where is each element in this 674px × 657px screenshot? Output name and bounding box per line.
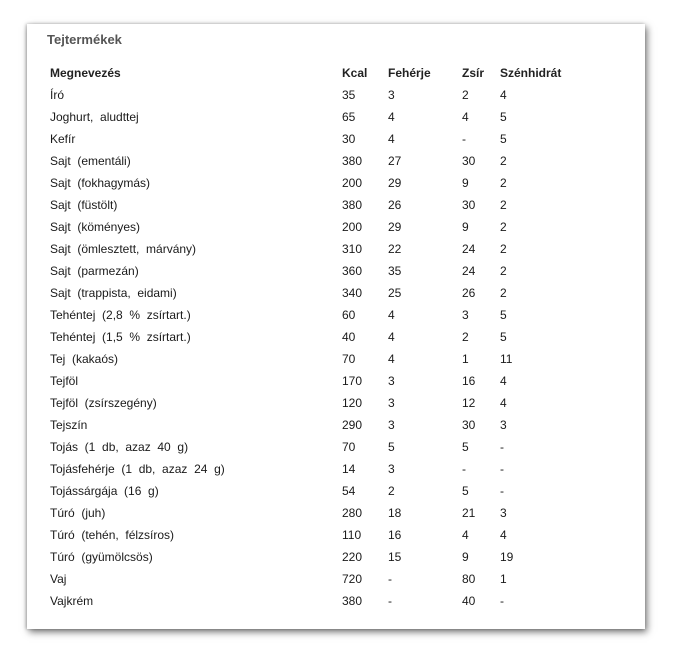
section-title: Tejtermékek <box>47 32 122 47</box>
cell-name: Tej (kakaós) <box>50 352 119 366</box>
cell-name: Sajt (ementáli) <box>50 154 131 168</box>
cell-carbs: 11 <box>500 352 513 366</box>
cell-fat: 5 <box>462 484 469 498</box>
cell-protein: 27 <box>388 154 402 168</box>
cell-protein: 25 <box>388 286 402 300</box>
cell-carbs: 5 <box>500 330 507 344</box>
cell-fat: 9 <box>462 550 469 564</box>
cell-protein: 4 <box>388 110 395 124</box>
cell-name: Sajt (parmezán) <box>50 264 139 278</box>
cell-kcal: 380 <box>342 594 363 608</box>
table-header-row <box>46 62 584 84</box>
cell-fat: 30 <box>462 418 476 432</box>
cell-fat: 40 <box>462 594 476 608</box>
cell-kcal: 40 <box>342 330 356 344</box>
cell-protein: 4 <box>388 308 395 322</box>
cell-carbs: 5 <box>500 110 507 124</box>
cell-carbs: 5 <box>500 308 507 322</box>
cell-fat: 80 <box>462 572 476 586</box>
cell-fat: - <box>462 132 466 146</box>
cell-kcal: 120 <box>342 396 363 410</box>
table-row <box>46 414 584 436</box>
nutrition-table <box>46 62 584 612</box>
cell-carbs: 4 <box>500 528 507 542</box>
cell-kcal: 720 <box>342 572 363 586</box>
cell-carbs: 3 <box>500 418 507 432</box>
cell-carbs: - <box>500 594 504 608</box>
cell-protein: 4 <box>388 352 395 366</box>
table-row <box>46 392 584 414</box>
cell-fat: 1 <box>462 352 469 366</box>
cell-protein: 3 <box>388 462 395 476</box>
cell-carbs: 4 <box>500 88 507 102</box>
cell-kcal: 54 <box>342 484 356 498</box>
cell-carbs: 4 <box>500 396 507 410</box>
cell-protein: 4 <box>388 132 395 146</box>
cell-fat: 5 <box>462 440 469 454</box>
cell-protein: 3 <box>388 418 395 432</box>
cell-carbs: 2 <box>500 242 507 256</box>
cell-protein: 29 <box>388 220 402 234</box>
header-name: Megnevezés <box>50 66 121 80</box>
table-row <box>46 84 584 106</box>
table-row <box>46 128 584 150</box>
table-row <box>46 326 584 348</box>
table-row <box>46 106 584 128</box>
cell-kcal: 170 <box>342 374 363 388</box>
cell-carbs: 19 <box>500 550 514 564</box>
cell-name: Tejföl (zsírszegény) <box>50 396 157 410</box>
cell-fat: 30 <box>462 198 476 212</box>
cell-fat: 4 <box>462 528 469 542</box>
cell-fat: 16 <box>462 374 476 388</box>
cell-kcal: 200 <box>342 220 363 234</box>
content-card <box>27 24 645 629</box>
table-row <box>46 480 584 502</box>
cell-carbs: 2 <box>500 286 507 300</box>
cell-fat: 30 <box>462 154 476 168</box>
cell-name: Sajt (fokhagymás) <box>50 176 151 190</box>
cell-fat: 21 <box>462 506 476 520</box>
cell-kcal: 65 <box>342 110 356 124</box>
cell-carbs: 2 <box>500 176 507 190</box>
header-fat: Zsír <box>462 66 485 80</box>
table-row <box>46 546 584 568</box>
table-row <box>46 590 584 612</box>
cell-kcal: 290 <box>342 418 363 432</box>
cell-kcal: 70 <box>342 440 356 454</box>
table-row <box>46 282 584 304</box>
cell-name: Sajt (trappista, eidami) <box>50 286 177 300</box>
cell-kcal: 380 <box>342 154 363 168</box>
cell-protein: 22 <box>388 242 402 256</box>
cell-kcal: 280 <box>342 506 363 520</box>
cell-kcal: 30 <box>342 132 356 146</box>
cell-kcal: 340 <box>342 286 363 300</box>
cell-name: Joghurt, aludttej <box>50 110 139 124</box>
cell-name: Tehéntej (2,8 % zsírtart.) <box>50 308 191 322</box>
cell-carbs: - <box>500 462 504 476</box>
table-row <box>46 304 584 326</box>
cell-name: Tejszín <box>50 418 88 432</box>
cell-fat: 2 <box>462 330 469 344</box>
cell-fat: 24 <box>462 264 476 278</box>
cell-carbs: 2 <box>500 198 507 212</box>
cell-carbs: 3 <box>500 506 507 520</box>
cell-protein: 5 <box>388 440 395 454</box>
cell-name: Tojás (1 db, azaz 40 g) <box>50 440 189 454</box>
cell-carbs: - <box>500 440 504 454</box>
cell-protein: 3 <box>388 396 395 410</box>
cell-protein: 18 <box>388 506 402 520</box>
cell-fat: 4 <box>462 110 469 124</box>
cell-kcal: 220 <box>342 550 363 564</box>
cell-carbs: - <box>500 484 504 498</box>
cell-name: Tojássárgája (16 g) <box>50 484 159 498</box>
cell-kcal: 110 <box>342 528 362 542</box>
cell-name: Tejföl <box>50 374 79 388</box>
header-kcal: Kcal <box>342 66 368 80</box>
table-row <box>46 436 584 458</box>
cell-name: Tojásfehérje (1 db, azaz 24 g) <box>50 462 225 476</box>
cell-name: Sajt (köményes) <box>50 220 141 234</box>
table-body <box>46 84 584 612</box>
table-row <box>46 524 584 546</box>
cell-fat: 9 <box>462 220 469 234</box>
cell-fat: 3 <box>462 308 469 322</box>
cell-carbs: 2 <box>500 220 507 234</box>
table-row <box>46 348 584 370</box>
table-row <box>46 502 584 524</box>
cell-kcal: 60 <box>342 308 356 322</box>
cell-kcal: 70 <box>342 352 356 366</box>
cell-protein: 26 <box>388 198 402 212</box>
cell-fat: 24 <box>462 242 476 256</box>
header-carbs: Szénhidrát <box>500 66 562 80</box>
table-row <box>46 216 584 238</box>
table-row <box>46 370 584 392</box>
table-row <box>46 458 584 480</box>
table-row <box>46 568 584 590</box>
cell-kcal: 200 <box>342 176 363 190</box>
cell-name: Túró (gyümölcsös) <box>50 550 153 564</box>
cell-protein: 3 <box>388 88 395 102</box>
cell-protein: 29 <box>388 176 402 190</box>
cell-carbs: 5 <box>500 132 507 146</box>
cell-fat: 12 <box>462 396 476 410</box>
table-row <box>46 260 584 282</box>
cell-carbs: 4 <box>500 374 507 388</box>
cell-name: Író <box>50 88 65 102</box>
cell-protein: 3 <box>388 374 395 388</box>
cell-fat: 2 <box>462 88 469 102</box>
cell-kcal: 14 <box>342 462 356 476</box>
cell-protein: 35 <box>388 264 402 278</box>
table-row <box>46 172 584 194</box>
cell-fat: - <box>462 462 466 476</box>
header-protein: Fehérje <box>388 66 431 80</box>
cell-fat: 9 <box>462 176 469 190</box>
table-row <box>46 238 584 260</box>
cell-name: Túró (tehén, félzsíros) <box>50 528 175 542</box>
cell-kcal: 360 <box>342 264 363 278</box>
cell-protein: 2 <box>388 484 395 498</box>
table-row <box>46 194 584 216</box>
cell-fat: 26 <box>462 286 476 300</box>
cell-protein: - <box>388 594 392 608</box>
cell-kcal: 380 <box>342 198 363 212</box>
cell-carbs: 1 <box>500 572 507 586</box>
cell-protein: 15 <box>388 550 402 564</box>
cell-protein: 16 <box>388 528 402 542</box>
cell-protein: 4 <box>388 330 395 344</box>
cell-carbs: 2 <box>500 154 507 168</box>
cell-protein: - <box>388 572 392 586</box>
cell-name: Kefír <box>50 132 76 146</box>
cell-name: Tehéntej (1,5 % zsírtart.) <box>50 330 191 344</box>
cell-name: Túró (juh) <box>50 506 106 520</box>
cell-name: Vajkrém <box>50 594 94 608</box>
cell-kcal: 310 <box>342 242 363 256</box>
cell-name: Vaj <box>50 572 67 586</box>
cell-carbs: 2 <box>500 264 507 278</box>
cell-name: Sajt (ömlesztett, márvány) <box>50 242 197 256</box>
cell-kcal: 35 <box>342 88 356 102</box>
table-row <box>46 150 584 172</box>
cell-name: Sajt (füstölt) <box>50 198 118 212</box>
